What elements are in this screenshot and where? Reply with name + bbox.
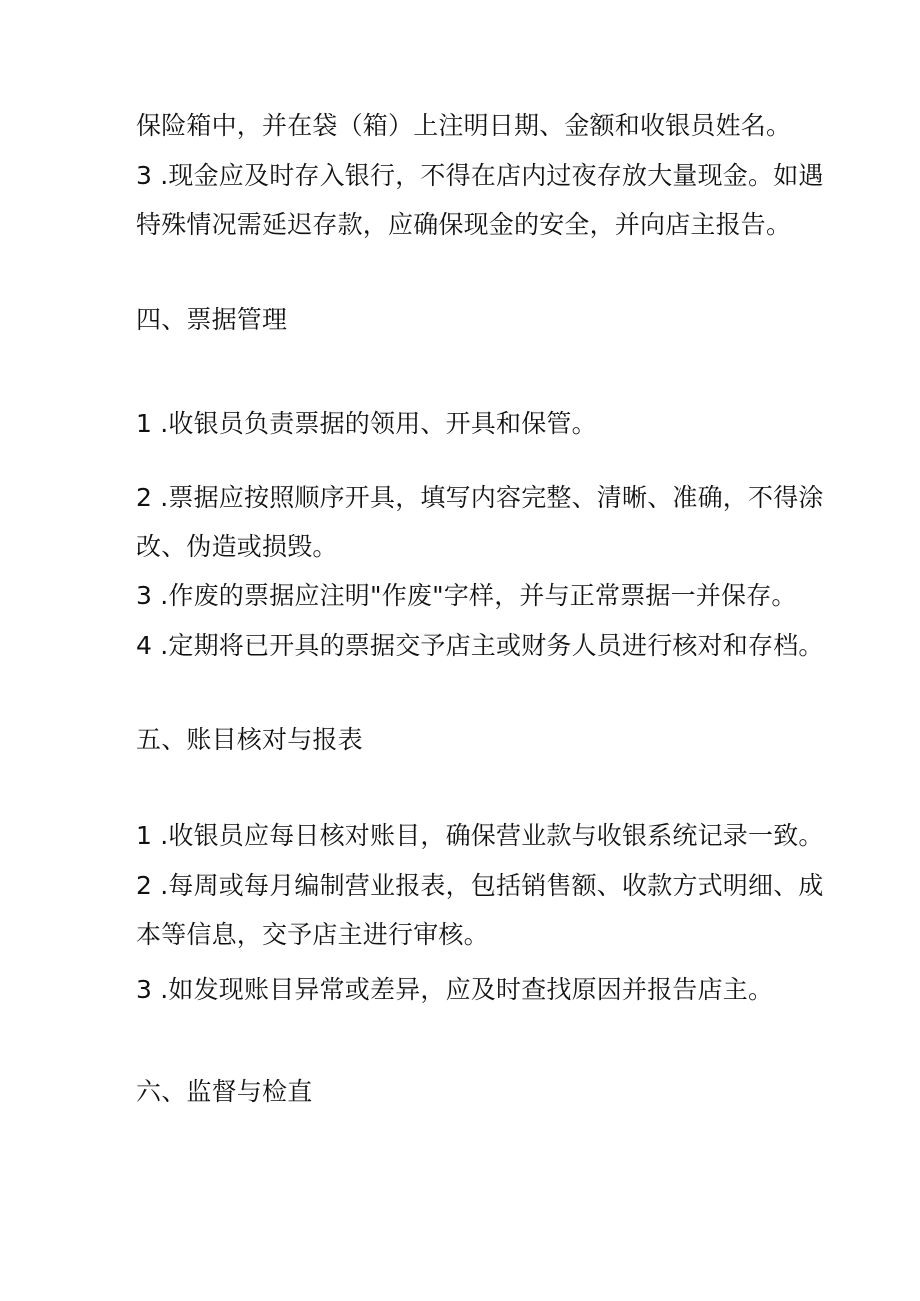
paragraph-line: 3 .作废的票据应注明"作废"字样，并与正常票据一并保存。 [136,581,797,610]
paragraph-line: 3 .现金应及时存入银行，不得在店内过夜存放大量现金。如遇 [136,161,824,190]
section-heading: 六、监督与检直 [136,1077,313,1106]
section-heading: 五、账目核对与报表 [136,725,363,754]
paragraph-line: 本等信息，交予店主进行审核。 [136,920,489,949]
paragraph-line: 3 .如发现账目异常或差异，应及时查找原因并报告店主。 [136,975,774,1004]
paragraph-line: 2 .票据应按照顺序开具，填写内容完整、清晰、准确，不得涂 [136,483,824,512]
paragraph-line: 1 .收银员应每日核对账目，确保营业款与收银系统记录一致。 [136,821,824,850]
paragraph-line: 特殊情况需延迟存款，应确保现金的安全，并向店主报告。 [136,210,792,239]
paragraph-line: 保险箱中，并在袋（箱）上注明日期、金额和收银员姓名。 [136,111,792,140]
section-heading: 四、票据管理 [136,305,288,334]
paragraph-line: 1 .收银员负责票据的领用、开具和保管。 [136,409,597,438]
paragraph-line: 2 .每周或每月编制营业报表，包括销售额、收款方式明细、成 [136,871,824,900]
paragraph-line: 4 .定期将已开具的票据交予店主或财务人员进行核对和存档。 [136,631,824,660]
paragraph-line: 改、伪造或损毁。 [136,532,338,561]
